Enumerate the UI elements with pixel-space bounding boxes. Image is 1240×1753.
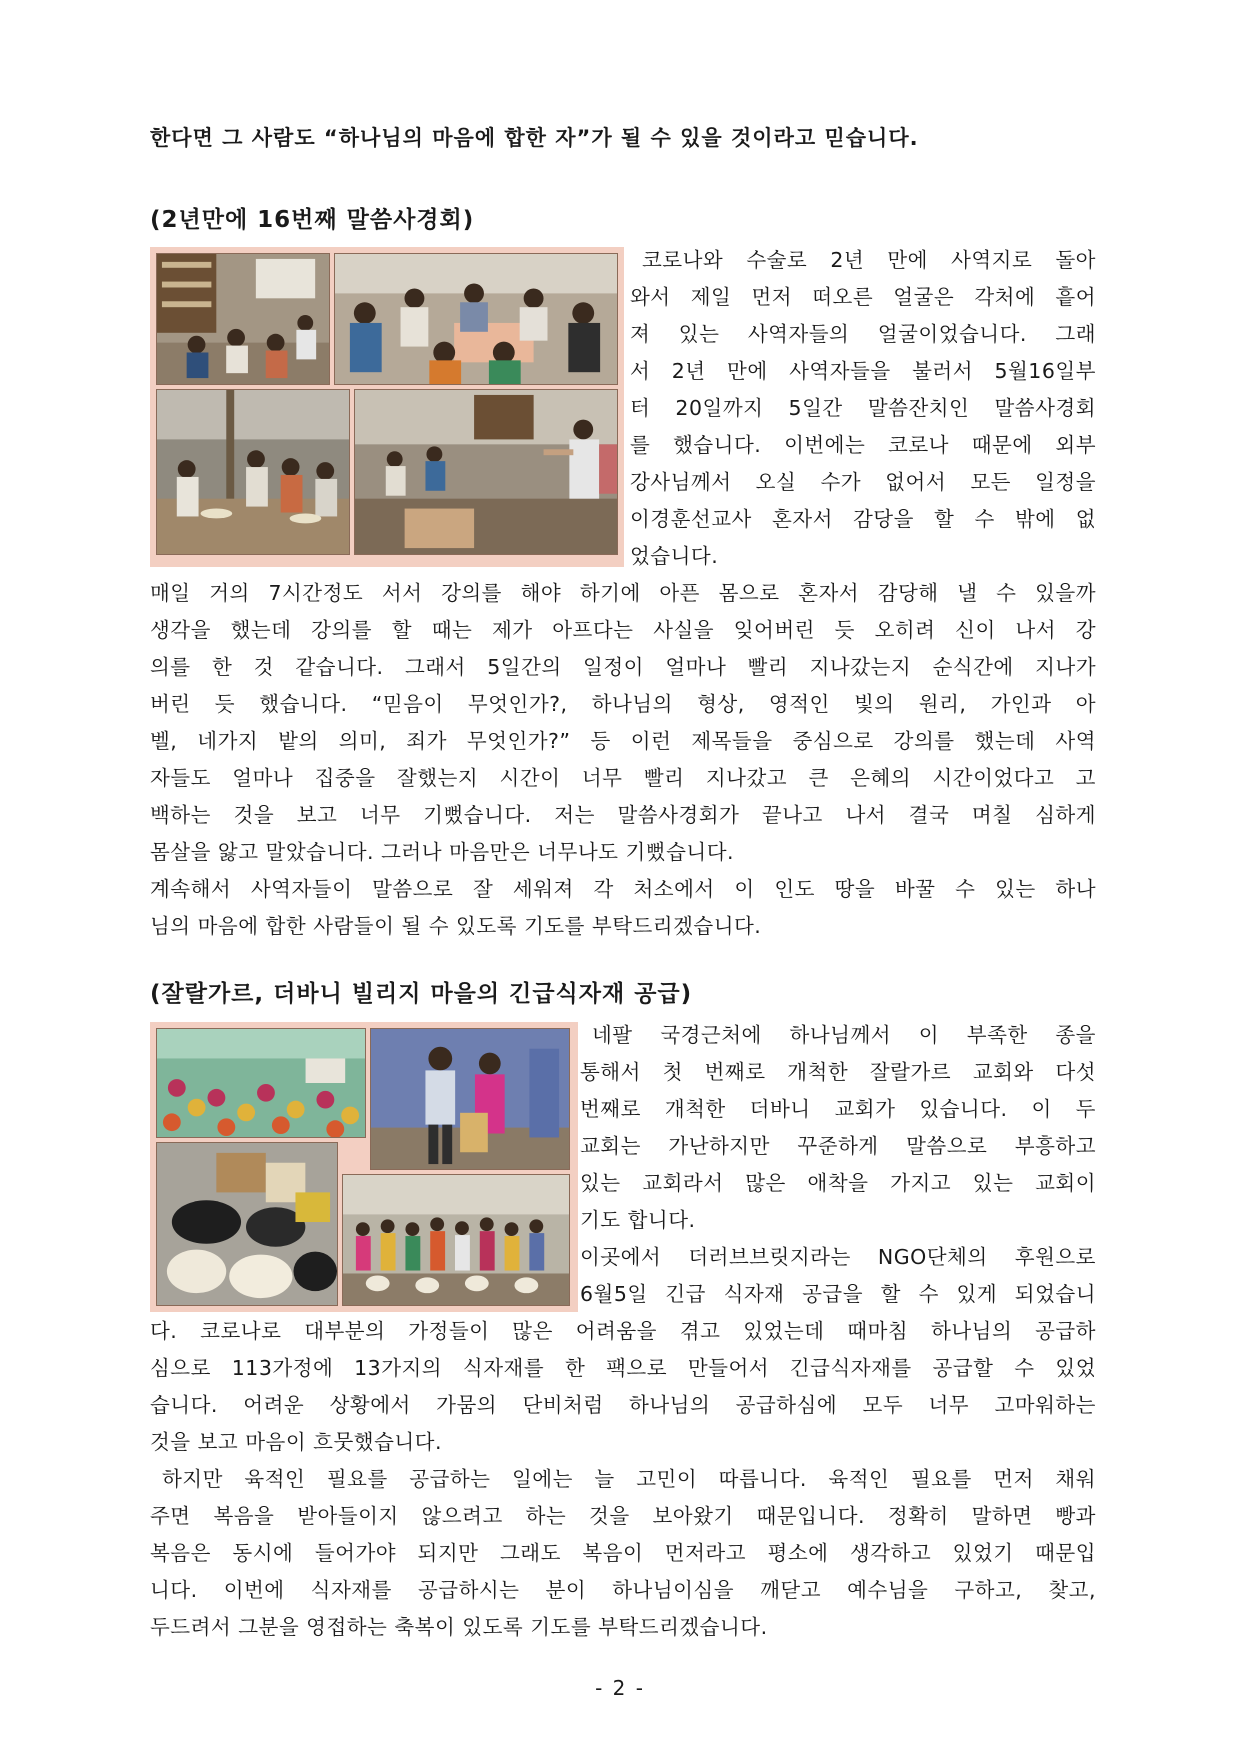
- text-line: 계속해서 사역자들이 말씀으로 잘 세워져 각 처소에서 이 인도 땅을 바꿀 수 있는 하나: [150, 877, 1096, 901]
- text-line: 님의 마음에 합한 사람들이 될 수 있도록 기도를 부탁드리겠습니다.: [150, 914, 762, 938]
- text-line: 다. 코로나로 대부분의 가정들이 많은 어려움을 겪고 있었는데 때마침 하나님의 공급하: [150, 1319, 1096, 1343]
- text-line: 이경훈선교사 혼자서 감당을 할 수 밖에 없: [630, 507, 1096, 531]
- text-line: 자들도 얼마나 집중을 잘했는지 시간이 너무 빨리 지나갔고 큰 은혜의 시간이었다고 고: [150, 766, 1096, 790]
- text-line: 와서 제일 먼저 떠오른 얼굴은 각처에 흩어: [630, 285, 1096, 309]
- photo-group-discussion: [334, 253, 618, 385]
- text-line: 것을 보고 마음이 흐뭇했습니다.: [150, 1430, 443, 1454]
- photo-food-handover: [370, 1028, 570, 1170]
- intro-sentence: 한다면 그 사람도 “하나님의 마음에 합한 자”가 될 수 있을 것이라고 믿습니다.: [150, 126, 919, 150]
- section2-photo-collage: [150, 1022, 578, 1312]
- text-line: 를 했습니다. 이번에는 코로나 때문에 외부: [630, 433, 1096, 457]
- text-line: 서 2년 만에 사역자들을 불러서 5월16일부: [630, 359, 1096, 383]
- text-line: 벨, 네가지 밭의 의미, 죄가 무엇인가?” 등 이런 제목들을 중심으로 강의를 했는데 사역: [150, 729, 1096, 753]
- photo-food-packs: [156, 1142, 338, 1306]
- text-line: 심으로 113가정에 13가지의 식자재를 한 팩으로 만들어서 긴급식자재를 공급할 수 있었: [150, 1356, 1096, 1380]
- text-line: 네팔 국경근처에 하나님께서 이 부족한 종을: [592, 1023, 1096, 1047]
- text-line: 생각을 했는데 강의를 할 때는 제가 아프다는 사실을 잊어버린 듯 오히려 신이 나서 강: [150, 618, 1096, 642]
- text-line: 터 20일까지 5일간 말씀잔치인 말씀사경회: [630, 396, 1096, 420]
- photo-church-gathering: [156, 1028, 366, 1138]
- text-line: 백하는 것을 보고 너무 기뻤습니다. 저는 말씀사경회가 끝나고 나서 결국 며칠 심하게: [150, 803, 1096, 827]
- section2-heading: (잘랄가르, 더바니 빌리지 마을의 긴급식자재 공급): [150, 981, 693, 1007]
- photo-classroom-seated: [156, 253, 330, 385]
- text-line: 두드려서 그분을 영접하는 축복이 있도록 기도를 부탁드리겠습니다.: [150, 1615, 768, 1639]
- photo-group-recipients: [342, 1174, 570, 1306]
- text-line: 기도 합니다.: [580, 1208, 696, 1232]
- section1-photo-collage: [150, 247, 624, 567]
- page-number: - 2 -: [595, 1676, 645, 1700]
- photo-shared-meal: [156, 389, 350, 555]
- text-line: 강사님께서 오실 수가 없어서 모든 일정을: [630, 470, 1096, 494]
- text-line: 져 있는 사역자들의 얼굴이었습니다. 그래: [630, 322, 1096, 346]
- text-line: 습니다. 어려운 상황에서 가뭄의 단비처럼 하나님의 공급하심에 모두 너무 고마워하는: [150, 1393, 1096, 1417]
- text-line: 번째로 개척한 더바니 교회가 있습니다. 이 두: [580, 1097, 1096, 1121]
- text-line: 매일 거의 7시간정도 서서 강의를 해야 하기에 아픈 몸으로 혼자서 감당해 낼 수 있을까: [150, 581, 1096, 605]
- text-line: 주면 복음을 받아들이지 않으려고 하는 것을 보아왔기 때문입니다. 정확히 말하면 빵과: [150, 1504, 1096, 1528]
- section1-heading: (2년만에 16번째 말씀사경회): [150, 207, 475, 233]
- text-line: 복음은 동시에 들어가야 되지만 그래도 복음이 먼저라고 평소에 생각하고 있었기 때문입: [150, 1541, 1096, 1565]
- text-line: 의를 한 것 같습니다. 그래서 5일간의 일정이 얼마나 빨리 지나갔는지 순식간에 지나가: [150, 655, 1096, 679]
- text-line: 니다. 이번에 식자재를 공급하시는 분이 하나님이심을 깨닫고 예수님을 구하고, 찾고,: [150, 1578, 1096, 1602]
- text-line: 코로나와 수술로 2년 만에 사역지로 돌아: [642, 248, 1096, 272]
- text-line: 교회는 가난하지만 꾸준하게 말씀으로 부흥하고: [580, 1134, 1096, 1158]
- text-line: 버린 듯 했습니다. “믿음이 무엇인가?, 하나님의 형상, 영적인 빛의 원리, 가인과 아: [150, 692, 1096, 716]
- section2-full-paragraph: [150, 1313, 1096, 1646]
- section2-wrap-paragraph: [580, 1017, 1096, 1313]
- text-line: 있는 교회라서 많은 애착을 가지고 있는 교회이: [580, 1171, 1096, 1195]
- text-line: 몸살을 앓고 말았습니다. 그러나 마음만은 너무나도 기뻤습니다.: [150, 840, 735, 864]
- text-line: 하지만 육적인 필요를 공급하는 일에는 늘 고민이 따릅니다. 육적인 필요를 먼저 채워: [162, 1467, 1096, 1491]
- text-line: 이곳에서 더러브브릿지라는 NGO단체의 후원으로: [580, 1245, 1096, 1269]
- section1-wrap-paragraph: [630, 242, 1096, 575]
- text-line: 었습니다.: [630, 544, 719, 568]
- text-line: 6월5일 긴급 식자재 공급을 할 수 있게 되었습니: [580, 1282, 1096, 1306]
- text-line: 통해서 첫 번째로 개척한 잘랄가르 교회와 다섯: [580, 1060, 1096, 1084]
- photo-lecture: [354, 389, 618, 555]
- section1-full-paragraph: [150, 575, 1096, 945]
